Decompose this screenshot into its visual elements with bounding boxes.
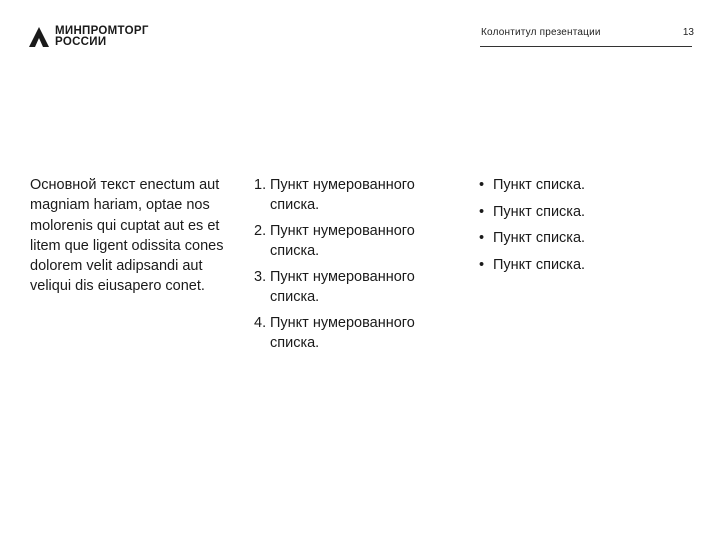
list-item-text: Пункт списка. [493,177,586,193]
list-item-text: Пункт нумерованного списка. [270,269,415,305]
list-item-text: Пункт списка. [493,230,586,246]
numbered-list-item [254,221,454,261]
list-item-text: Пункт нумерованного списка. [270,315,415,351]
logo-line-2: РОССИИ [55,36,107,48]
list-number: 2. [254,223,267,239]
numbered-list-item [254,313,454,353]
bullet-list-item [479,228,699,248]
body-paragraph: Основной текст enectum aut magniam hariam, optae nos molorenis qui cuptat aut es et litem que ligent odissita cones dolorem velit adipsandi aut veliqui dis eiusapero conet. [30,177,224,295]
ministry-emblem-icon [28,26,50,48]
numbered-list-item [254,175,454,215]
bullet-list-item [479,255,699,275]
bullet-icon: • [479,230,485,246]
numbered-list-item [254,267,454,307]
numbered-list [254,175,454,359]
bullet-list-item [479,175,699,195]
bullet-list-item [479,202,699,222]
bullet-icon: • [479,177,485,193]
list-item-text: Пункт списка. [493,256,586,273]
list-item-text: Пункт нумерованного списка. [270,223,415,259]
bullet-icon: • [479,203,485,220]
bullet-icon: • [479,256,485,273]
bullet-list [479,175,699,281]
list-number: 1. [254,177,267,193]
list-item-text: Пункт нумерованного списка. [270,177,415,213]
page-number: 13 [682,27,694,38]
list-item-text: Пункт списка. [493,203,586,220]
ministry-logo [28,26,149,48]
list-number: 4. [254,315,267,331]
header-divider [480,46,692,47]
logo-line-1: МИНПРОМТОРГ [55,25,149,37]
header-title: Колонтитул презентации [481,27,601,38]
logo-text [55,26,149,48]
list-number: 3. [254,269,267,285]
